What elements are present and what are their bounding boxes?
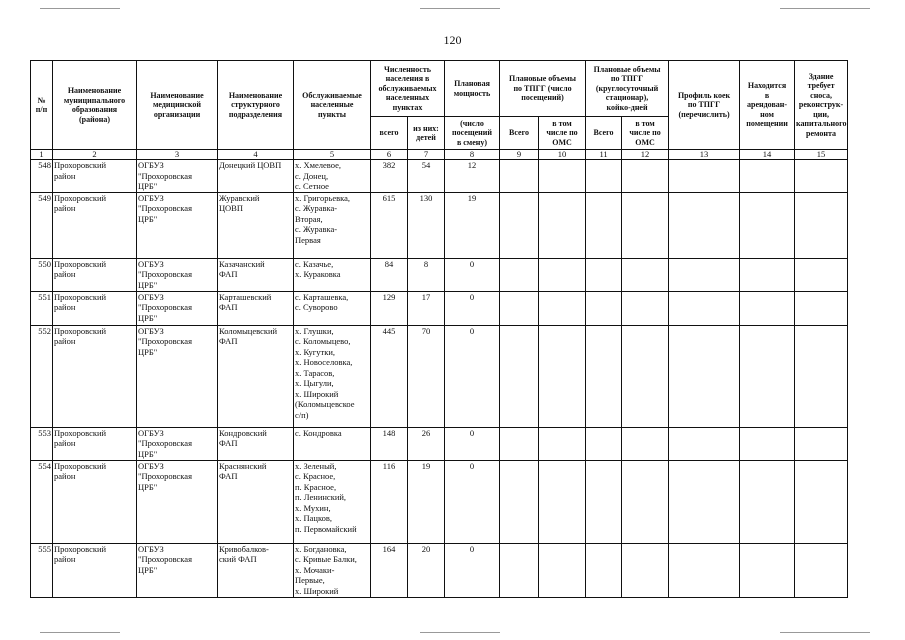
daycare-total-cell (586, 325, 622, 427)
medical-org-cell: ОГБУЗ "Прохоровская ЦРБ" (137, 460, 218, 543)
column-index: 11 (586, 150, 622, 160)
repair-cell (795, 460, 848, 543)
daycare-oms-cell (622, 258, 669, 291)
daycare-oms-cell (622, 192, 669, 258)
settlements-cell: х. Глушки, с. Коломыцево, х. Кугутки, х. Новоселовка, х. Тарасов, х. Цыгули, х. Широкий (Коломыцевское с/п) (294, 325, 371, 427)
column-index: 8 (445, 150, 500, 160)
visits-total-cell (500, 427, 539, 460)
header-rented: Находится в арендован- ном помещении (740, 61, 795, 150)
repair-cell (795, 291, 848, 325)
capacity-cell: 0 (445, 543, 500, 597)
population-total-cell: 615 (371, 192, 408, 258)
medical-org-cell: ОГБУЗ "Прохоровская ЦРБ" (137, 160, 218, 193)
table-row (31, 543, 848, 597)
population-children-cell: 17 (408, 291, 445, 325)
header-capacity: Плановая мощность (445, 61, 500, 117)
visits-oms-cell (539, 291, 586, 325)
municipality-cell: Прохоровский район (53, 291, 137, 325)
rented-cell (740, 291, 795, 325)
daycare-total-cell (586, 543, 622, 597)
table-body (31, 160, 848, 598)
repair-cell (795, 543, 848, 597)
table-row (31, 160, 848, 193)
header-structural-unit: Наименование структурного подразделения (218, 61, 294, 150)
visits-total-cell (500, 160, 539, 193)
header-population: Численность населения в обслуживаемых населенных пунктах (371, 61, 445, 117)
settlements-cell: с. Кондровка (294, 427, 371, 460)
table-row (31, 291, 848, 325)
column-index: 1 (31, 150, 53, 160)
table-row (31, 258, 848, 291)
visits-total-cell (500, 325, 539, 427)
row-number: 553 (31, 427, 53, 460)
settlements-cell: с. Казачье, х. Кураковка (294, 258, 371, 291)
header-capacity-unit: (число посещений в смену) (445, 117, 500, 150)
column-index: 12 (622, 150, 669, 160)
column-index: 13 (669, 150, 740, 160)
column-index: 6 (371, 150, 408, 160)
visits-oms-cell (539, 325, 586, 427)
municipality-cell: Прохоровский район (53, 325, 137, 427)
capacity-cell: 19 (445, 192, 500, 258)
table-row (31, 460, 848, 543)
table-row (31, 325, 848, 427)
daycare-total-cell (586, 160, 622, 193)
scan-edge-mark (420, 632, 500, 633)
structural-unit-cell: Краснянский ФАП (218, 460, 294, 543)
municipality-cell: Прохоровский район (53, 258, 137, 291)
column-index: 15 (795, 150, 848, 160)
bed-profile-cell (669, 192, 740, 258)
population-total-cell: 382 (371, 160, 408, 193)
structural-unit-cell: Журавский ЦОВП (218, 192, 294, 258)
daycare-oms-cell (622, 427, 669, 460)
visits-oms-cell (539, 427, 586, 460)
municipality-cell: Прохоровский район (53, 460, 137, 543)
capacity-cell: 0 (445, 460, 500, 543)
repair-cell (795, 325, 848, 427)
bed-profile-cell (669, 325, 740, 427)
row-number: 555 (31, 543, 53, 597)
visits-total-cell (500, 192, 539, 258)
visits-oms-cell (539, 258, 586, 291)
rented-cell (740, 460, 795, 543)
header-settlements: Обслуживаемые населенные пункты (294, 61, 371, 150)
daycare-oms-cell (622, 160, 669, 193)
rented-cell (740, 258, 795, 291)
header-medical-org: Наименование медицинской организации (137, 61, 218, 150)
municipality-cell: Прохоровский район (53, 427, 137, 460)
population-children-cell: 8 (408, 258, 445, 291)
capacity-cell: 0 (445, 427, 500, 460)
capacity-cell: 0 (445, 325, 500, 427)
repair-cell (795, 258, 848, 291)
daycare-oms-cell (622, 543, 669, 597)
daycare-total-cell (586, 192, 622, 258)
repair-cell (795, 427, 848, 460)
bed-profile-cell (669, 258, 740, 291)
rented-cell (740, 192, 795, 258)
capacity-cell: 0 (445, 258, 500, 291)
scan-edge-mark (420, 8, 500, 9)
row-number: 548 (31, 160, 53, 193)
table-row (31, 192, 848, 258)
bed-profile-cell (669, 291, 740, 325)
daycare-total-cell (586, 291, 622, 325)
header-daycare: Плановые объемы по ТПГГ (круглосуточный стационар), койко-дней (586, 61, 669, 117)
medical-org-cell: ОГБУЗ "Прохоровская ЦРБ" (137, 258, 218, 291)
visits-oms-cell (539, 460, 586, 543)
population-total-cell: 164 (371, 543, 408, 597)
daycare-total-cell (586, 460, 622, 543)
column-index: 7 (408, 150, 445, 160)
scan-edge-mark (40, 632, 120, 633)
visits-total-cell (500, 258, 539, 291)
row-number: 550 (31, 258, 53, 291)
structural-unit-cell: Казачанский ФАП (218, 258, 294, 291)
population-total-cell: 129 (371, 291, 408, 325)
row-number: 549 (31, 192, 53, 258)
header-population-total: всего (371, 117, 408, 150)
rented-cell (740, 325, 795, 427)
row-number: 554 (31, 460, 53, 543)
daycare-oms-cell (622, 325, 669, 427)
repair-cell (795, 192, 848, 258)
settlements-cell: х. Григорьевка, с. Журавка- Вторая, с. Журавка- Первая (294, 192, 371, 258)
header-municipality: Наименование муниципального образования (района) (53, 61, 137, 150)
column-index: 14 (740, 150, 795, 160)
medical-org-cell: ОГБУЗ "Прохоровская ЦРБ" (137, 427, 218, 460)
rented-cell (740, 543, 795, 597)
structural-unit-cell: Донецкий ЦОВП (218, 160, 294, 193)
population-children-cell: 20 (408, 543, 445, 597)
header-row-1 (31, 61, 848, 117)
municipality-cell: Прохоровский район (53, 160, 137, 193)
settlements-cell: х. Зеленый, с. Красное, п. Красное, п. Ленинский, х. Мухин, х. Пацков, п. Первомайский (294, 460, 371, 543)
municipality-cell: Прохоровский район (53, 543, 137, 597)
row-number: 552 (31, 325, 53, 427)
column-index-row (31, 150, 848, 160)
capacity-cell: 0 (445, 291, 500, 325)
visits-oms-cell (539, 192, 586, 258)
daycare-total-cell (586, 258, 622, 291)
column-index: 3 (137, 150, 218, 160)
structural-unit-cell: Коломыцевский ФАП (218, 325, 294, 427)
population-children-cell: 26 (408, 427, 445, 460)
visits-oms-cell (539, 160, 586, 193)
population-total-cell: 148 (371, 427, 408, 460)
scan-edge-mark (40, 8, 120, 9)
daycare-oms-cell (622, 460, 669, 543)
medical-org-cell: ОГБУЗ "Прохоровская ЦРБ" (137, 325, 218, 427)
structural-unit-cell: Кондровский ФАП (218, 427, 294, 460)
population-children-cell: 54 (408, 160, 445, 193)
medical-org-cell: ОГБУЗ "Прохоровская ЦРБ" (137, 543, 218, 597)
header-daycare-total: Всего (586, 117, 622, 150)
structural-unit-cell: Карташевский ФАП (218, 291, 294, 325)
visits-total-cell (500, 460, 539, 543)
population-children-cell: 130 (408, 192, 445, 258)
header-repair: Здание требует сноса, реконструк- ции, капитального ремонта (795, 61, 848, 150)
visits-total-cell (500, 543, 539, 597)
daycare-total-cell (586, 427, 622, 460)
table-row (31, 427, 848, 460)
population-children-cell: 19 (408, 460, 445, 543)
column-index: 9 (500, 150, 539, 160)
column-index: 10 (539, 150, 586, 160)
repair-cell (795, 160, 848, 193)
column-index: 5 (294, 150, 371, 160)
settlements-cell: х. Хмелевое, с. Донец, с. Сетное (294, 160, 371, 193)
bed-profile-cell (669, 427, 740, 460)
visits-total-cell (500, 291, 539, 325)
bed-profile-cell (669, 543, 740, 597)
column-index: 4 (218, 150, 294, 160)
rented-cell (740, 427, 795, 460)
capacity-cell: 12 (445, 160, 500, 193)
rented-cell (740, 160, 795, 193)
page-number: 120 (443, 33, 462, 47)
bed-profile-cell (669, 460, 740, 543)
row-number: 551 (31, 291, 53, 325)
header-bed-profile: Профиль коек по ТПГГ (перечислить) (669, 61, 740, 150)
settlements-cell: с. Карташевка, с. Суворово (294, 291, 371, 325)
header-daycare-oms: в том числе по ОМС (622, 117, 669, 150)
header-visits-oms: в том числе по ОМС (539, 117, 586, 150)
bed-profile-cell (669, 160, 740, 193)
population-total-cell: 116 (371, 460, 408, 543)
population-children-cell: 70 (408, 325, 445, 427)
header-population-children: из них: детей (408, 117, 445, 150)
structural-unit-cell: Кривобалков- ский ФАП (218, 543, 294, 597)
header-no: № п/п (31, 61, 53, 150)
municipality-cell: Прохоровский район (53, 192, 137, 258)
scan-edge-mark (780, 8, 870, 9)
settlements-cell: х. Богдановка, с. Кривые Балки, х. Мочаки- Первые, х. Широкий (294, 543, 371, 597)
header-visits: Плановые объемы по ТПГГ (число посещений) (500, 61, 586, 117)
population-total-cell: 445 (371, 325, 408, 427)
medical-org-cell: ОГБУЗ "Прохоровская ЦРБ" (137, 192, 218, 258)
column-index: 2 (53, 150, 137, 160)
population-total-cell: 84 (371, 258, 408, 291)
medical-org-cell: ОГБУЗ "Прохоровская ЦРБ" (137, 291, 218, 325)
visits-oms-cell (539, 543, 586, 597)
daycare-oms-cell (622, 291, 669, 325)
scan-edge-mark (780, 632, 870, 633)
header-visits-total: Всего (500, 117, 539, 150)
medical-facilities-table (30, 60, 848, 598)
